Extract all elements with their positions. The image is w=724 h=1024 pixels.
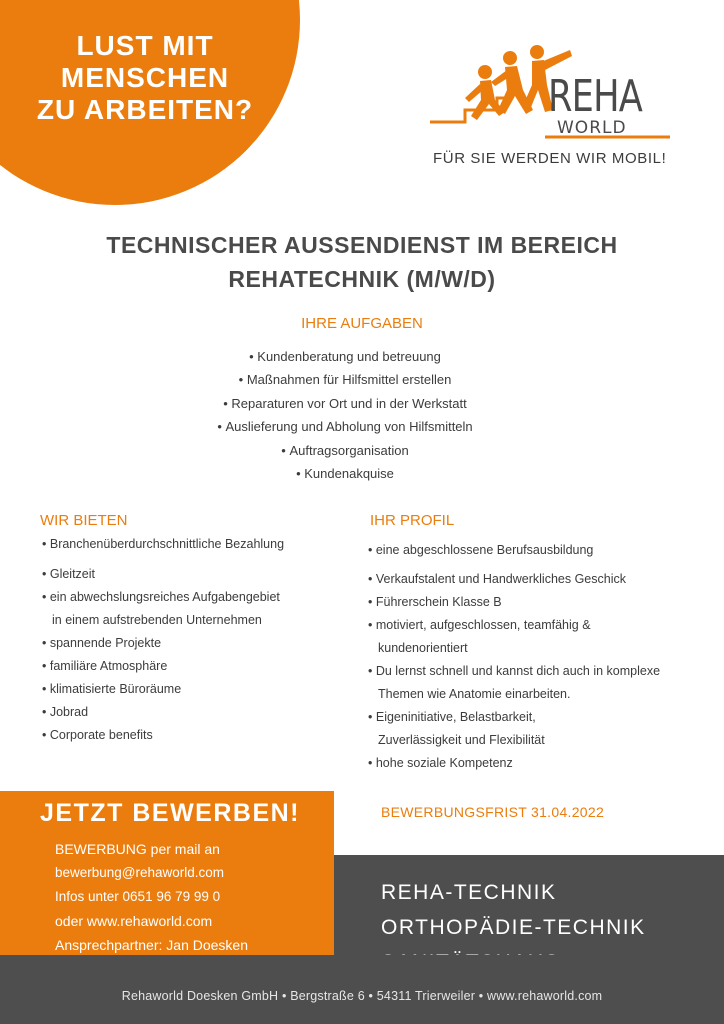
- profile-item: • Verkaufstalent und Handwerkliches Geschick: [368, 572, 626, 586]
- task-item: • Kundenakquise: [0, 462, 690, 485]
- profile-item: • Führerschein Klasse B: [368, 595, 502, 609]
- profile-item: • eine abgeschlossene Berufsausbildung: [368, 543, 593, 557]
- offer-item: • Gleitzeit: [42, 567, 95, 581]
- task-item: • Kundenberatung und betreuung: [0, 345, 690, 368]
- footer-address: Rehaworld Doesken GmbH • Bergstraße 6 • 54311 Trierweiler • www.rehaworld.com: [121, 989, 603, 1003]
- offer-item: • Corporate benefits: [42, 728, 153, 742]
- tasks-list: [0, 345, 690, 485]
- offer-item: • Branchenüberdurchschnittliche Bezahlung: [42, 537, 284, 551]
- apply-contact: Ansprechpartner: Jan Doesken: [55, 937, 248, 953]
- offer-item: • spannende Projekte: [42, 636, 161, 650]
- job-title-line: TECHNISCHER AUSSENDIENST IM BEREICH: [106, 232, 618, 258]
- logo-name: REHA: [548, 71, 643, 122]
- offer-item: • familiäre Atmosphäre: [42, 659, 167, 673]
- apply-details: [55, 837, 248, 957]
- hero-line: MENSCHEN: [60, 62, 230, 93]
- profile-item-continuation: Zuverlässigkeit und Flexibilität: [378, 733, 545, 747]
- job-title-line: REHATECHNIK (M/W/D): [228, 266, 496, 292]
- task-item: • Maßnahmen für Hilfsmittel erstellen: [0, 368, 690, 391]
- profile-item: • Du lernst schnell und kannst dich auch in komplexe: [368, 664, 660, 678]
- task-item: • Reparaturen vor Ort und in der Werkstatt: [0, 392, 690, 415]
- service-item: REHA-TECHNIK: [381, 881, 557, 904]
- offer-heading: WIR BIETEN: [40, 512, 128, 529]
- hero-line: ZU ARBEITEN?: [36, 94, 254, 125]
- apply-heading: JETZT BEWERBEN!: [40, 799, 300, 827]
- profile-item: • Eigeninitiative, Belastbarkeit,: [368, 710, 536, 724]
- job-title: [0, 228, 724, 296]
- slogan: FÜR SIE WERDEN WIR MOBIL!: [433, 150, 667, 167]
- task-item: • Auslieferung und Abholung von Hilfsmitteln: [0, 415, 690, 438]
- apply-box: [0, 791, 334, 955]
- offer-item: • Jobrad: [42, 705, 88, 719]
- apply-website-link[interactable]: oder www.rehaworld.com: [55, 913, 213, 929]
- profile-item: • motiviert, aufgeschlossen, teamfähig &: [368, 618, 591, 632]
- profile-item-continuation: kundenorientiert: [378, 641, 468, 655]
- apply-phone: Infos unter 0651 96 79 99 0: [55, 889, 221, 904]
- offer-item: • ein abwechslungsreiches Aufgabengebiet: [42, 590, 280, 604]
- profile-heading: IHR PROFIL: [370, 512, 455, 529]
- hero-line: LUST MIT: [76, 30, 214, 61]
- apply-email-link[interactable]: bewerbung@rehaworld.com: [55, 865, 225, 880]
- apply-intro: BEWERBUNG per mail an: [55, 841, 220, 857]
- hero-headline: [20, 30, 270, 126]
- tasks-heading: IHRE AUFGABEN: [301, 315, 423, 332]
- logo-sub: WORLD: [557, 118, 627, 138]
- offer-item: • klimatisierte Büroräume: [42, 682, 181, 696]
- profile-item: • hohe soziale Kompetenz: [368, 756, 513, 770]
- task-item: • Auftragsorganisation: [0, 439, 690, 462]
- offer-item-continuation: in einem aufstrebenden Unternehmen: [52, 613, 262, 627]
- profile-item-continuation: Themen wie Anatomie einarbeiten.: [378, 687, 571, 701]
- service-item: ORTHOPÄDIE-TECHNIK: [381, 916, 646, 939]
- footer: [0, 955, 724, 1024]
- application-deadline: BEWERBUNGSFRIST 31.04.2022: [381, 804, 605, 820]
